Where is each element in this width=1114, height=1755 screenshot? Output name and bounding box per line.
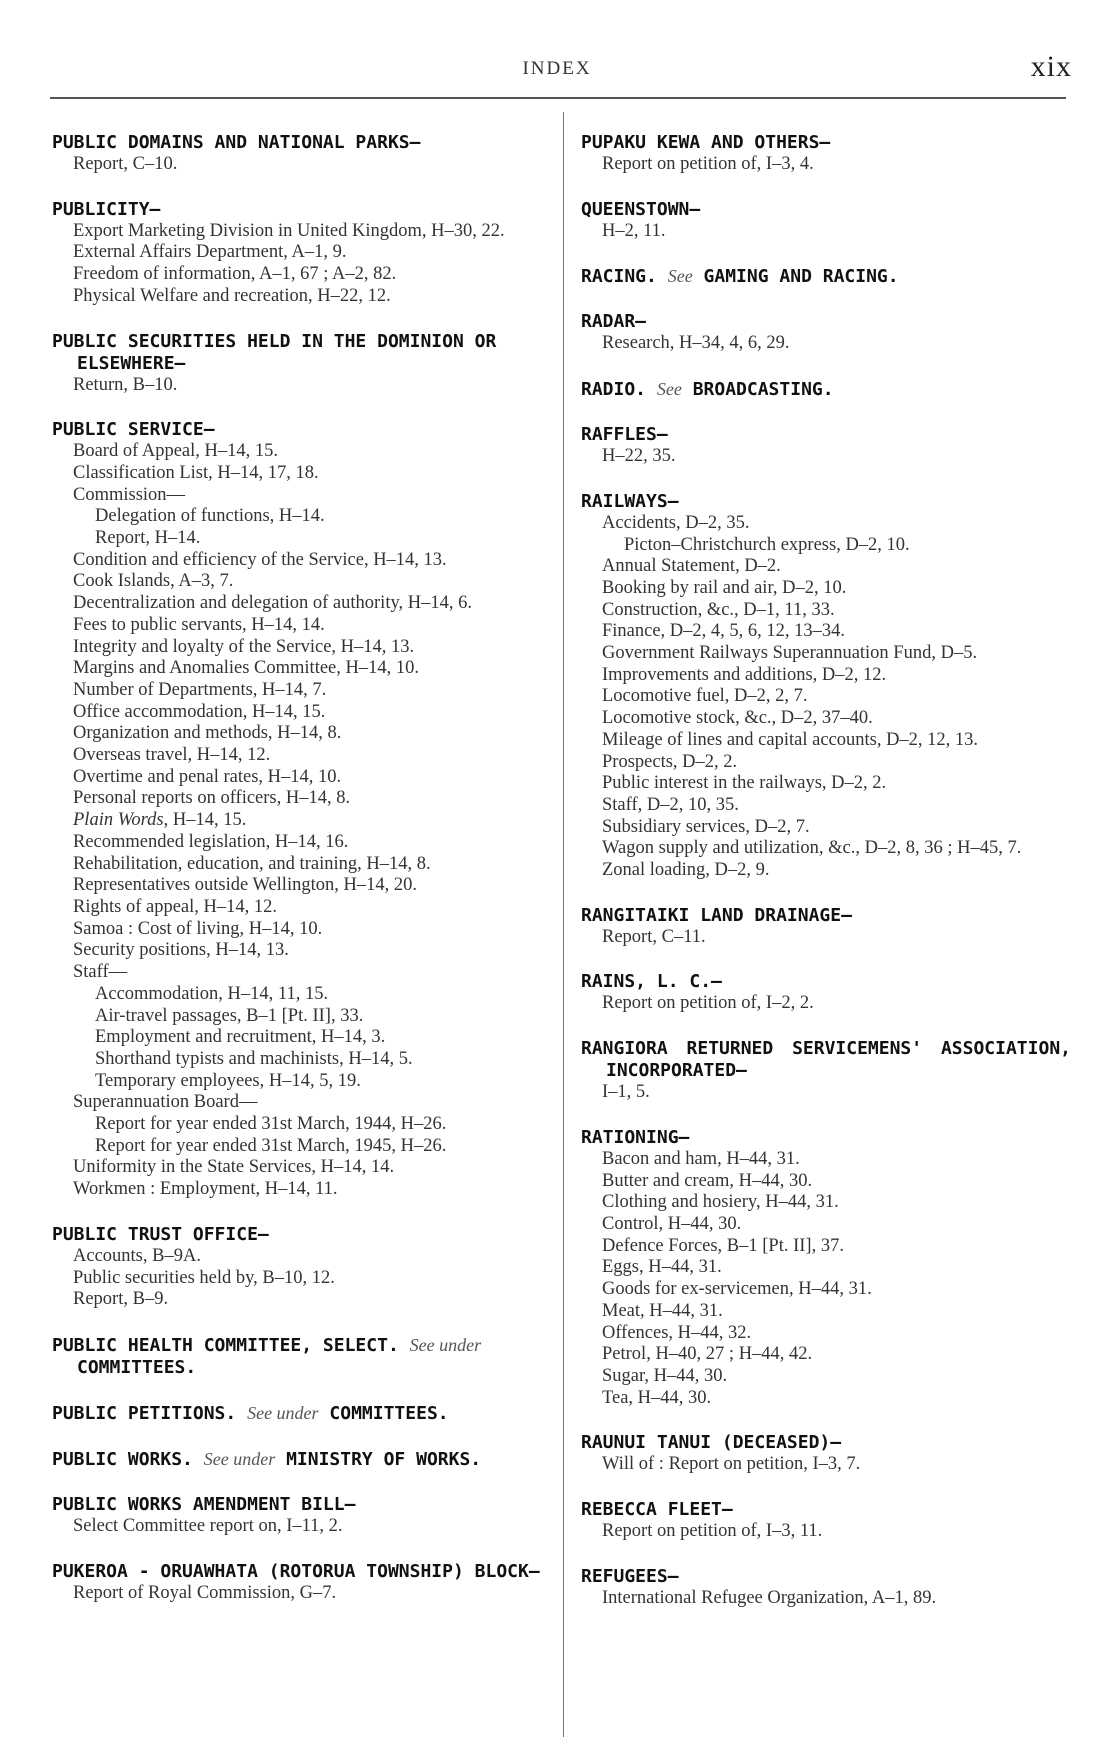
entry-line: Annual Statement, D–2. (602, 556, 781, 577)
entry-heading: REFUGEES— (581, 1565, 679, 1587)
entry-line: Wagon supply and utilization, &c., D–2, 8, 36 ; H–45, 7. (602, 838, 1022, 859)
entry-heading: PUBLIC DOMAINS AND NATIONAL PARKS— (52, 132, 421, 153)
entry-line: Select Committee report on, I–11, 2. (73, 1515, 343, 1536)
header-rule (50, 97, 1066, 99)
entry-line: Number of Departments, H–14, 7. (73, 679, 327, 700)
entry-line: Report of Royal Commission, G–7. (73, 1582, 337, 1603)
entry-line: Research, H–34, 4, 6, 29. (602, 333, 790, 354)
entry-heading: PUBLIC TRUST OFFICE— (52, 1223, 269, 1245)
cross-reference-note: See (656, 379, 682, 400)
heading-text: RADIO. (581, 379, 647, 401)
entry-line: Margins and Anomalies Committee, H–14, 10. (73, 658, 419, 679)
entry-line: Goods for ex-servicemen, H–44, 31. (602, 1279, 872, 1300)
entry-heading: PUBLIC WORKS AMENDMENT BILL— (52, 1493, 356, 1515)
index-entry (581, 199, 1071, 243)
entry-line: Representatives outside Wellington, H–14, 20. (73, 875, 417, 896)
cross-reference-target: MINISTRY OF WORKS. (286, 1448, 482, 1470)
cross-reference-target: COMMITTEES. (77, 1356, 197, 1378)
cross-reference-target: COMMITTEES. (329, 1402, 449, 1424)
entry-line: Tea, H–44, 30. (602, 1387, 712, 1408)
entry-line: Export Marketing Division in United Kingdom, H–30, 22. (73, 220, 505, 241)
entry-subline: Report, H–14. (95, 528, 201, 549)
entry-heading (52, 1334, 547, 1379)
entry-line: Superannuation Board— (73, 1092, 258, 1113)
index-entry (52, 331, 547, 397)
entry-line: Will of : Report on petition, I–3, 7. (602, 1454, 861, 1475)
entry-line: Workmen : Employment, H–14, 11. (73, 1179, 338, 1200)
cross-reference-target: BROADCASTING. (692, 379, 834, 401)
entry-line: Petrol, H–40, 27 ; H–44, 42. (602, 1344, 813, 1365)
entry-line: Commission— (73, 484, 186, 505)
entry-heading: PUBLIC SERVICE— (52, 419, 215, 441)
entry-line: Rights of appeal, H–14, 12. (73, 896, 277, 917)
entry-heading (52, 1448, 547, 1471)
cross-reference-note: See under (247, 1402, 319, 1423)
heading-text: PUBLIC PETITIONS. (52, 1402, 237, 1424)
index-entry (581, 132, 1071, 176)
entry-subline: Picton–Christchurch express, D–2, 10. (624, 534, 910, 555)
entry-heading: RANGIORA RETURNED SERVICEMENS' ASSOCIATION, INCORPORATED— (581, 1038, 1071, 1082)
entry-line: Recommended legislation, H–14, 16. (73, 831, 349, 852)
entry-line: Freedom of information, A–1, 67 ; A–2, 82. (73, 264, 397, 285)
index-entry (581, 378, 1071, 401)
entry-line: Security positions, H–14, 13. (73, 940, 289, 961)
entry-line: Report on petition of, I–3, 4. (602, 154, 814, 174)
right-column (581, 132, 1071, 1632)
cross-reference-note: See under (203, 1448, 276, 1469)
entry-line: Board of Appeal, H–14, 15. (73, 441, 279, 462)
index-entry (581, 1566, 1071, 1610)
entry-heading: REBECCA FLEET— (581, 1499, 733, 1521)
cross-reference-note: See under (409, 1334, 482, 1355)
entry-line: Control, H–44, 30. (602, 1213, 742, 1234)
entry-heading: RANGITAIKI LAND DRAINAGE— (581, 904, 852, 926)
entry-heading: RAUNUI TANUI (DECEASED)— (581, 1432, 842, 1454)
entry-line: Public interest in the railways, D–2, 2. (602, 773, 887, 794)
entry-line: Overtime and penal rates, H–14, 10. (73, 766, 342, 787)
entry-line: Physical Welfare and recreation, H–22, 12. (73, 285, 391, 306)
entry-line: Zonal loading, D–2, 9. (602, 860, 770, 881)
entry-line: Classification List, H–14, 17, 18. (73, 462, 319, 483)
entry-line: Locomotive stock, &c., D–2, 37–40. (602, 708, 873, 729)
index-entry (52, 1334, 547, 1379)
entry-line: H–2, 11. (602, 220, 666, 241)
publication-title: Plain Words (73, 810, 164, 831)
running-title: INDEX (522, 58, 592, 79)
index-entry (52, 419, 547, 1201)
entry-heading: PUPAKU KEWA AND OTHERS— (581, 132, 831, 153)
cross-reference-note: See (667, 266, 693, 287)
entry-line: Organization and methods, H–14, 8. (73, 723, 342, 744)
heading-text: PUBLIC HEALTH COMMITTEE, SELECT. (52, 1334, 399, 1356)
index-entry (581, 311, 1071, 355)
entry-heading (581, 378, 1071, 401)
entry-line: Subsidiary services, D–2, 7. (602, 816, 810, 837)
entry-subline: Report for year ended 31st March, 1945, H–26. (95, 1135, 447, 1156)
index-entry (581, 1499, 1071, 1543)
index-entry (581, 1038, 1071, 1104)
entry-line: Government Railways Superannuation Fund, D–5. (602, 643, 978, 664)
index-entry (581, 1432, 1071, 1476)
entry-heading: RAFFLES— (581, 424, 668, 446)
index-entry (581, 424, 1071, 468)
entry-line: Personal reports on officers, H–14, 8. (73, 788, 351, 809)
entry-line: Fees to public servants, H–14, 14. (73, 614, 325, 635)
entry-line: Condition and efficiency of the Service, H–14, 13. (73, 549, 447, 570)
entry-heading (581, 265, 1071, 288)
entry-heading: PUBLICITY— (52, 198, 161, 220)
entry-line (52, 810, 547, 832)
entry-line: Uniformity in the State Services, H–14, 14. (73, 1157, 395, 1178)
index-entry (52, 1494, 547, 1538)
entry-line: Staff— (73, 962, 128, 983)
entry-line: Decentralization and delegation of authority, H–14, 6. (73, 593, 472, 614)
index-entry (52, 132, 547, 176)
entry-line: Sugar, H–44, 30. (602, 1365, 728, 1386)
entry-heading: RAILWAYS— (581, 490, 679, 512)
entry-line: Defence Forces, B–1 [Pt. II], 37. (602, 1235, 844, 1256)
entry-heading: RADAR— (581, 311, 647, 333)
index-entry (52, 1561, 547, 1605)
index-entry (581, 905, 1071, 949)
entry-line: Eggs, H–44, 31. (602, 1257, 722, 1278)
entry-line: Report, C–10. (73, 154, 178, 174)
entry-line: Accidents, D–2, 35. (602, 512, 750, 533)
entry-line: Samoa : Cost of living, H–14, 10. (73, 918, 323, 939)
entry-line: Return, B–10. (73, 374, 178, 395)
entry-heading: RAINS, L. C.— (581, 971, 722, 993)
entry-line: Locomotive fuel, D–2, 2, 7. (602, 686, 808, 707)
entry-line: I–1, 5. (602, 1082, 650, 1103)
cross-reference-target: GAMING AND RACING. (703, 266, 899, 288)
running-head (0, 50, 1114, 88)
entry-line: Booking by rail and air, D–2, 10. (602, 577, 847, 598)
entry-line: Bacon and ham, H–44, 31. (602, 1148, 800, 1169)
entry-line: Offences, H–44, 32. (602, 1322, 752, 1343)
entry-line: Improvements and additions, D–2, 12. (602, 664, 887, 685)
entry-line: Overseas travel, H–14, 12. (73, 745, 271, 766)
entry-heading (52, 1402, 547, 1425)
entry-line: Finance, D–2, 4, 5, 6, 12, 13–34. (602, 621, 846, 642)
entry-subline: Air-travel passages, B–1 [Pt. II], 33. (95, 1005, 364, 1026)
entry-line: Staff, D–2, 10, 35. (602, 794, 739, 815)
index-entry (581, 971, 1071, 1015)
entry-subline: Temporary employees, H–14, 5, 19. (95, 1070, 361, 1091)
entry-subline: Delegation of functions, H–14. (95, 506, 325, 527)
entry-line: Report on petition of, I–3, 11. (602, 1521, 823, 1542)
entry-subline: Employment and recruitment, H–14, 3. (95, 1027, 386, 1048)
entry-line: Accounts, B–9A. (73, 1245, 201, 1266)
index-entry (52, 1224, 547, 1311)
entry-line: Meat, H–44, 31. (602, 1300, 723, 1321)
entry-line: Public securities held by, B–10, 12. (73, 1267, 335, 1288)
entry-line: Report, B–9. (73, 1289, 169, 1310)
entry-heading: QUEENSTOWN— (581, 198, 701, 220)
entry-line: Rehabilitation, education, and training, H–14, 8. (73, 853, 431, 874)
entry-line: Butter and cream, H–44, 30. (602, 1170, 813, 1191)
entry-line: Report, C–11. (602, 926, 706, 947)
entry-line: Mileage of lines and capital accounts, D–2, 12, 13. (602, 729, 979, 750)
entry-heading: PUBLIC SECURITIES HELD IN THE DOMINION OR ELSEWHERE— (52, 330, 497, 374)
column-divider (563, 112, 564, 1737)
index-entry (52, 1448, 547, 1471)
entry-heading: RATIONING— (581, 1126, 690, 1148)
heading-text: PUBLIC WORKS. (52, 1448, 193, 1470)
index-entry (52, 199, 547, 308)
entry-line: Prospects, D–2, 2. (602, 751, 738, 772)
entry-subline: Shorthand typists and machinists, H–14, 5. (95, 1048, 413, 1069)
page-number: xix (1030, 50, 1072, 83)
left-column (52, 132, 547, 1627)
entry-line: Construction, &c., D–1, 11, 33. (602, 599, 835, 620)
heading-text: RACING. (581, 266, 657, 288)
entry-line: Report on petition of, I–2, 2. (602, 993, 814, 1014)
entry-reference: , H–14, 15. (163, 810, 247, 831)
entry-line: Integrity and loyalty of the Service, H–14, 13. (73, 636, 415, 657)
entry-line: Cook Islands, A–3, 7. (73, 571, 234, 592)
entry-heading: PUKEROA - ORUAWHATA (ROTORUA TOWNSHIP) BLOCK— (52, 1560, 540, 1582)
index-entry (581, 265, 1071, 288)
entry-line: International Refugee Organization, A–1, 89. (602, 1587, 937, 1608)
index-entry (581, 1127, 1071, 1409)
entry-line: H–22, 35. (602, 446, 676, 467)
index-entry (52, 1402, 547, 1425)
index-entry (581, 491, 1071, 882)
entry-line: Clothing and hosiery, H–44, 31. (602, 1192, 839, 1213)
entry-subline: Accommodation, H–14, 11, 15. (95, 983, 329, 1004)
entry-line: External Affairs Department, A–1, 9. (73, 242, 347, 263)
entry-line: Office accommodation, H–14, 15. (73, 701, 326, 722)
entry-subline: Report for year ended 31st March, 1944, H–26. (95, 1114, 447, 1135)
